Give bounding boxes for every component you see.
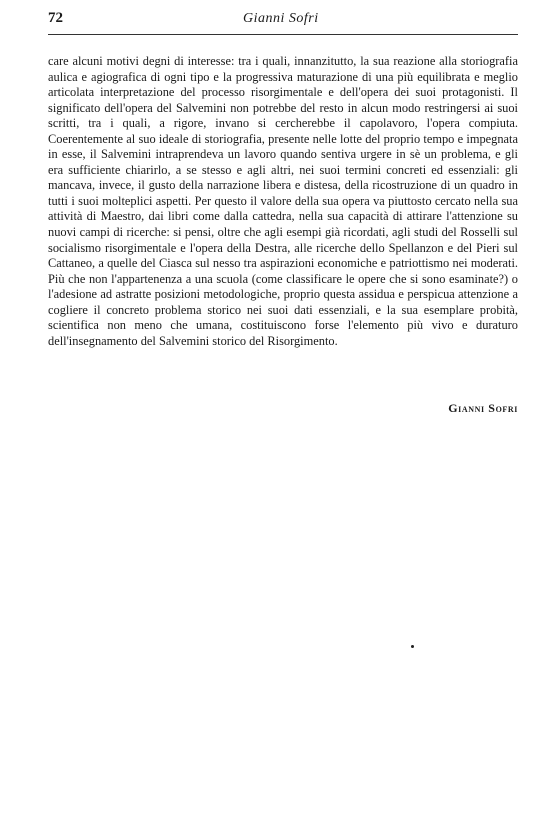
body-paragraph: care alcuni motivi degni di interesse: tra i quali, innanzitutto, la sua reazione alla storiografia aulica e agiografica di ogni tipo e la progressiva maturazione di una più equilibrata e meglio articolata interpretazione del processo risorgimentale e dell'opera dei suoi protagonisti. Il significato dell'opera del Salvemini non potrebbe del resto in alcun modo restringersi ai suoi scritti, tra i quali, a rigore, invano si cercherebbe il capolavoro, l'opera compiuta. Coerentemente al suo ideale di storiografia, presente nelle lotte del proprio tempo e impegnata in esse, il Salvemini intraprendeva un lavoro quando sentiva urgere in sè un problema, e gli era sufficiente chiarirlo, a se stesso e agli altri, nei suoi termini concreti ed essenziali: gli mancava, invece, il gusto della narrazione libera e distesa, della ricostruzione di un quadro in tutti i suoi molteplici aspetti. Per questo il valore della sua opera va piuttosto cercato nella sua attività di Maestro, dai libri come dalla cattedra, nella sua capacità di attirare l'attenzione su nuovi campi di ricerche: si pensi, oltre che agli esempi già ricordati, agli studi del Rosselli sul socialismo risorgimentale e l'opera della Destra, alle ricerche dello Spellanzon e del Pieri sul Cattaneo, a quelle del Ciasca sul nesso tra aspirazioni economiche e patriottismo nei moderati. Più che non l'appartenenza a una scuola (come classificare le opere che si sono esaminate?) o l'adesione ad astratte posizioni metodologiche, proprio questa assidua e perspicua attenzione a cogliere il concreto problema storico nei suoi dati essenziali, e la sua esemplare probità, scientifica non meno che umana, costituiscono forse l'elemento più vivo e duraturo dell'insegnamento del Salvemini storico del Risorgimento. xyxy=(48,54,518,348)
author-signature: Gianni Sofri xyxy=(448,401,518,415)
page-number: 72 xyxy=(48,10,63,26)
page-header xyxy=(48,10,518,32)
ink-speck xyxy=(411,645,414,648)
running-head: Gianni Sofri xyxy=(243,11,319,26)
header-rule xyxy=(48,34,518,35)
